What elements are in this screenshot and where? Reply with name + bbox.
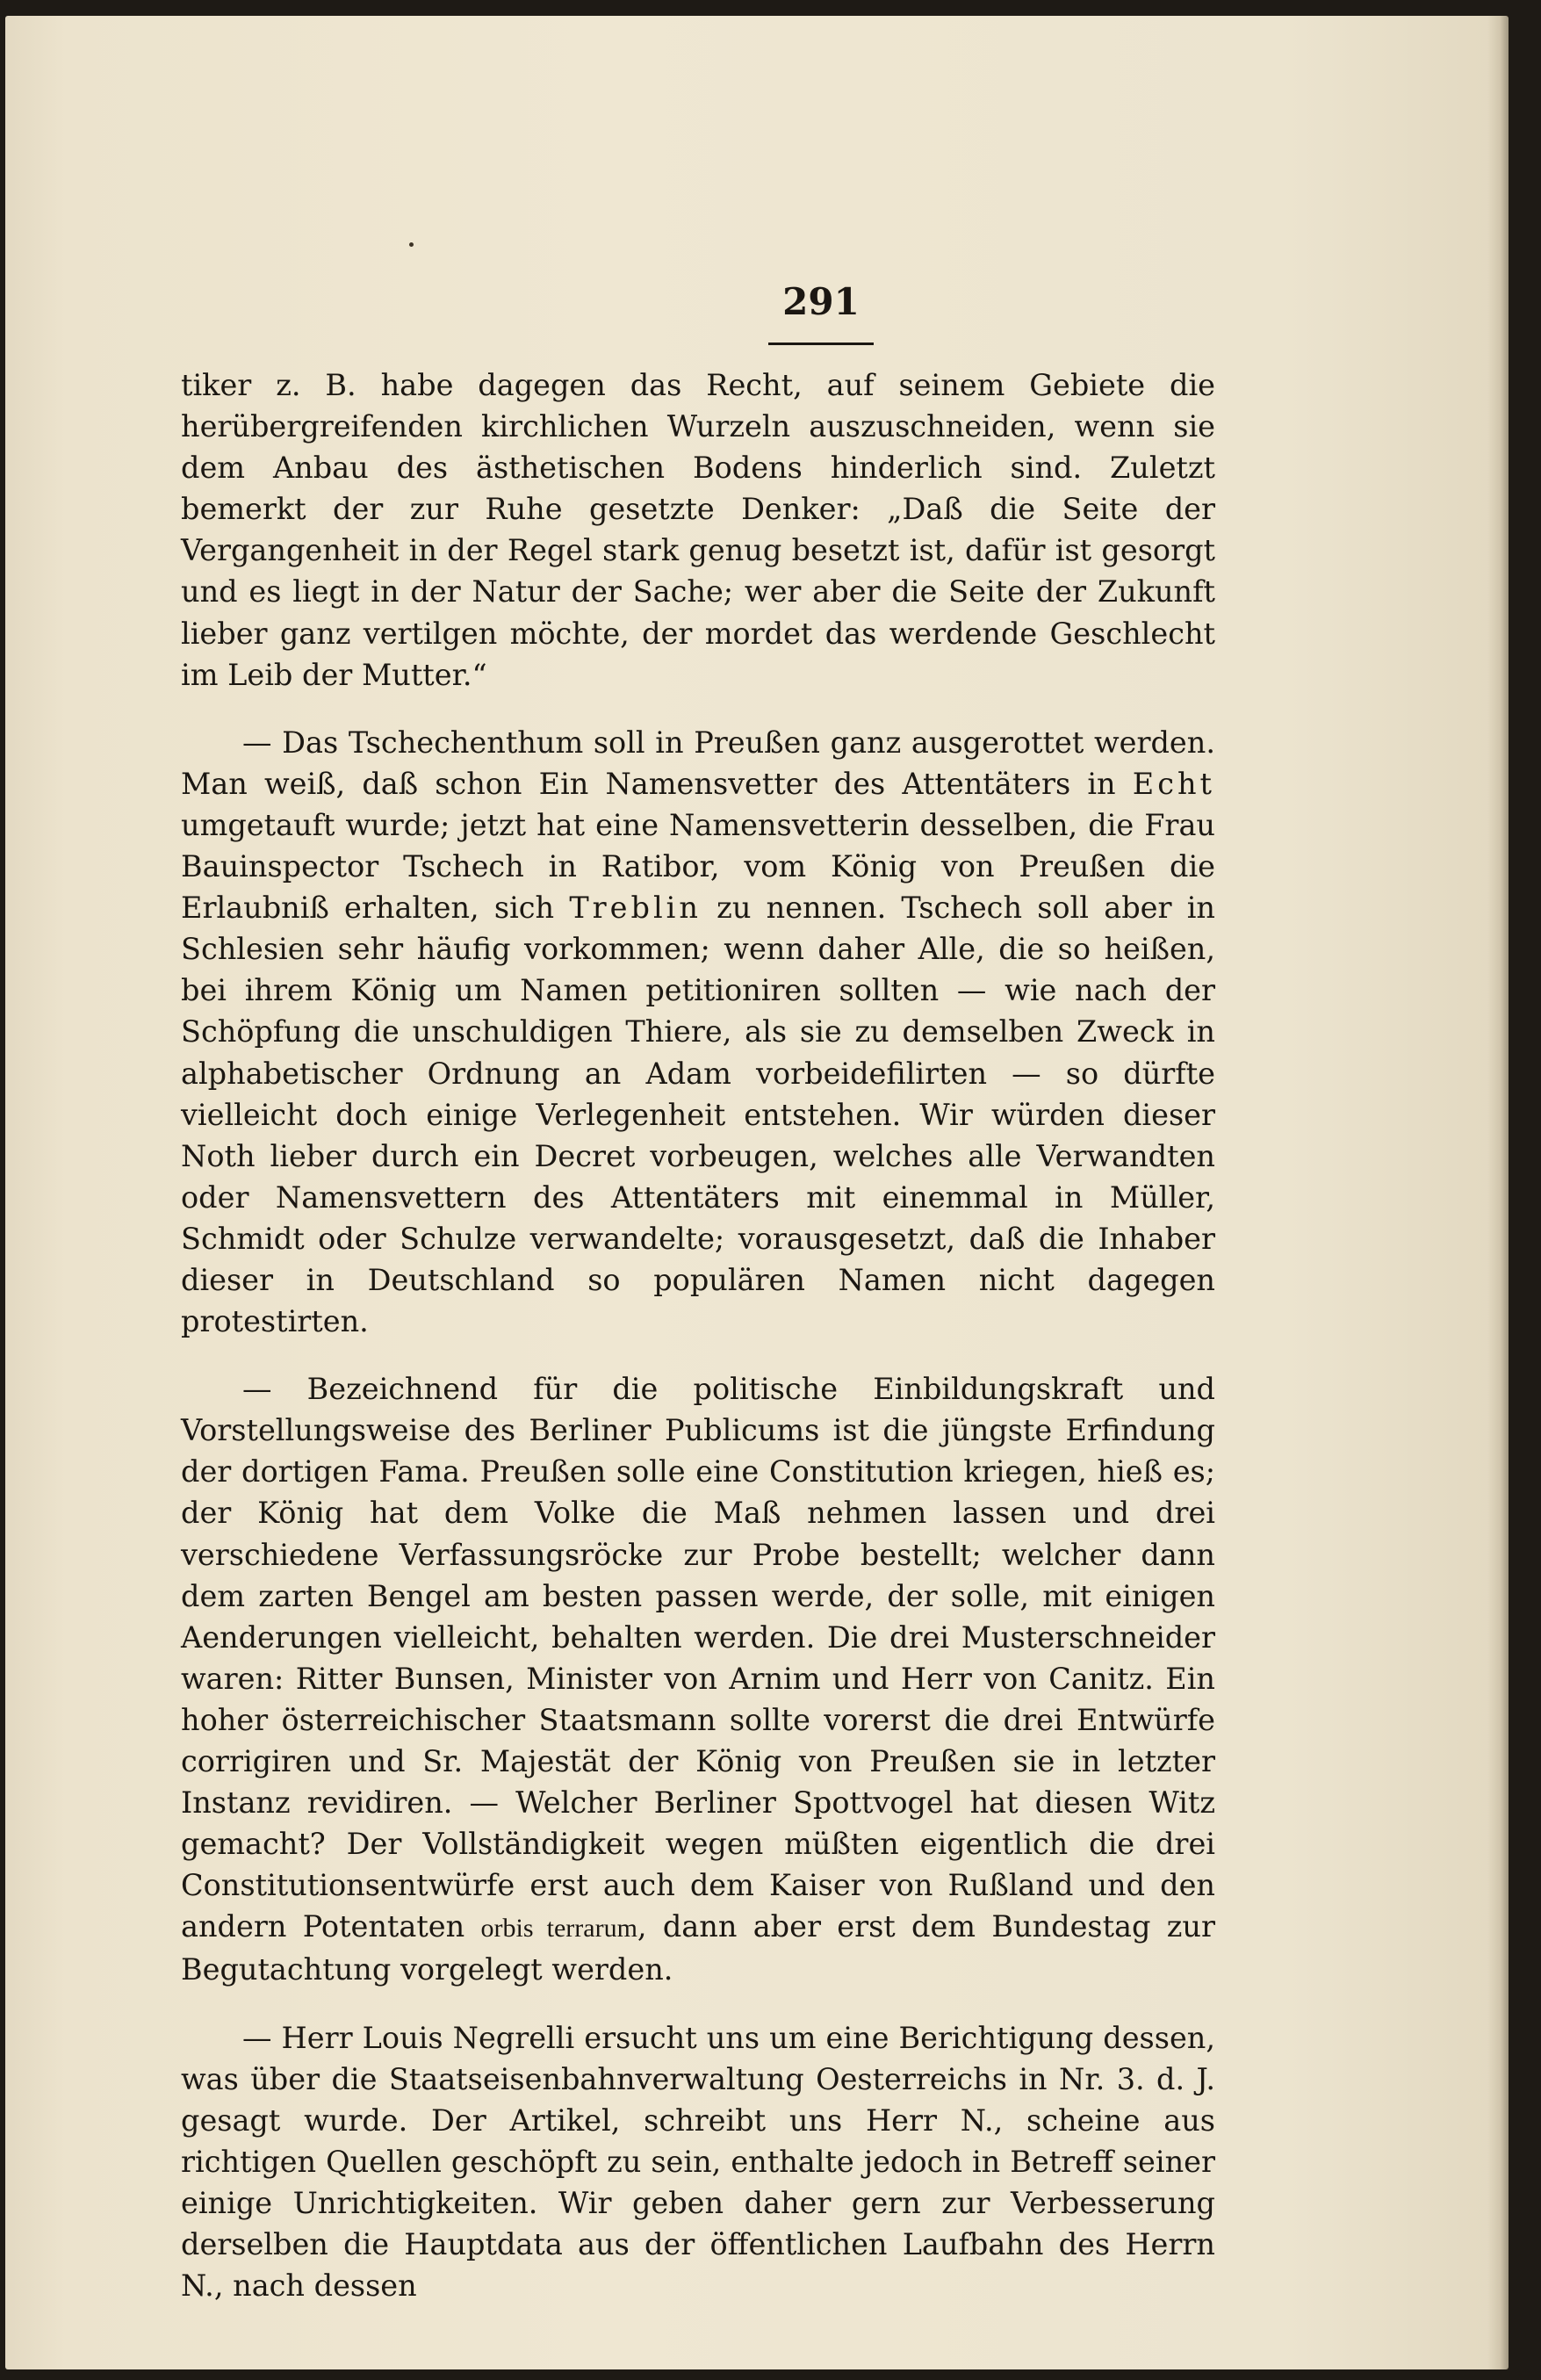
page-content [181, 279, 1215, 2306]
paragraph-3-text-b: , dann aber erst dem Bundestag zur Begutachtung vorgelegt werden. [181, 1909, 1215, 1987]
spaced-name-treblin: Treblin [569, 891, 702, 926]
paragraph-2-text-c: zu nennen. Tschech soll aber in Schlesien sehr häufig vorkommen; wenn daher Alle, die so heißen, bei ihrem König um Namen petitioniren sollten — wie nach der Schöpfung die unschuldigen Thiere, als sie zu demselben Zweck in alphabetischer Ordnung an Adam vorbeidefilirten — so dürfte vielleicht doch einige Verlegenheit entstehen. Wir würden dieser Noth lieber durch ein Decret vorbeugen, welches alle Verwandten oder Namensvettern des Attentäters mit einemmal in Müller, Schmidt oder Schulze verwandelte; vorausgesetzt, daß die Inhaber dieser in Deutschland so populären Namen nicht dagegen protestirten. [181, 891, 1215, 1339]
paragraph-4: — Herr Louis Negrelli ersucht uns um eine Berichtigung dessen, was über die Staatseisenbahnverwaltung Oesterreichs in Nr. 3. d. J. gesagt wurde. Der Artikel, schreibt uns Herr N., scheine aus richtigen Quellen geschöpft zu sein, enthalte jedoch in Betreff seiner einige Unrichtigkeiten. Wir geben daher gern zur Verbesserung derselben die Hauptdata aus der öffentlichen Laufbahn des Herrn N., nach dessen [181, 2020, 1215, 2304]
paragraph-3 [181, 1368, 1215, 1990]
ink-speck [409, 242, 414, 247]
page-number: 291 [782, 280, 860, 323]
paragraph-2 [181, 722, 1215, 1342]
paragraph-2-text-a: — Das Tschechenthum soll in Preußen ganz ausgerottet werden. Man weiß, daß schon Ein Namensvetter des Attentäters in [181, 725, 1215, 801]
spaced-name-echt: Echt [1132, 766, 1215, 801]
paragraph-1: tiker z. B. habe dagegen das Recht, auf seinem Gebiete die herübergreifenden kirchlichen Wurzeln auszuschneiden, wenn sie dem Anbau des ästhetischen Bodens hinderlich sind. Zuletzt bemerkt der zur Ruhe gesetzte Denker: „Daß die Seite der Vergangenheit in der Regel stark genug besetzt ist, dafür ist gesorgt und es liegt in der Natur der Sache; wer aber die Seite der Zukunft lieber ganz vertilgen möchte, der mordet das werdende Geschlecht im Leib der Mutter.“ [181, 368, 1215, 692]
book-page [5, 16, 1509, 2369]
page-number-rule [768, 343, 874, 345]
paragraph-3-text-a: — Bezeichnend für die politische Einbildungskraft und Vorstellungsweise des Berliner Publicums ist die jüngste Erfindung der dortigen Fama. Preußen solle eine Constitution kriegen, hieß es; der König hat dem Volke die Maß nehmen lassen und drei verschiedene Verfassungsröcke zur Probe bestellt; welcher dann dem zarten Bengel am besten passen werde, der solle, mit einigen Aenderungen vielleicht, behalten werden. Die drei Musterschneider waren: Ritter Bunsen, Minister von Arnim und Herr von Canitz. Ein hoher österreichischer Staatsmann sollte vorerst die drei Entwürfe corrigiren und Sr. Majestät der König von Preußen sie in letzter Instanz revidiren. — Welcher Berliner Spottvogel hat diesen Witz gemacht? Der Vollständigkeit wegen müßten eigentlich die drei Constitutionsentwürfe erst auch dem Kaiser von Rußland und den andern Potentaten [181, 1372, 1215, 1944]
latin-phrase: orbis terrarum [480, 1914, 637, 1944]
paragraph-2-text-b: umgetauft wurde; jetzt hat eine Namensvetterin desselben, die Frau Bauinspector Tschech in Ratibor, vom König von Preußen die Erlaubniß erhalten, sich [181, 807, 1215, 926]
page-edge-shadow [1487, 16, 1509, 2369]
